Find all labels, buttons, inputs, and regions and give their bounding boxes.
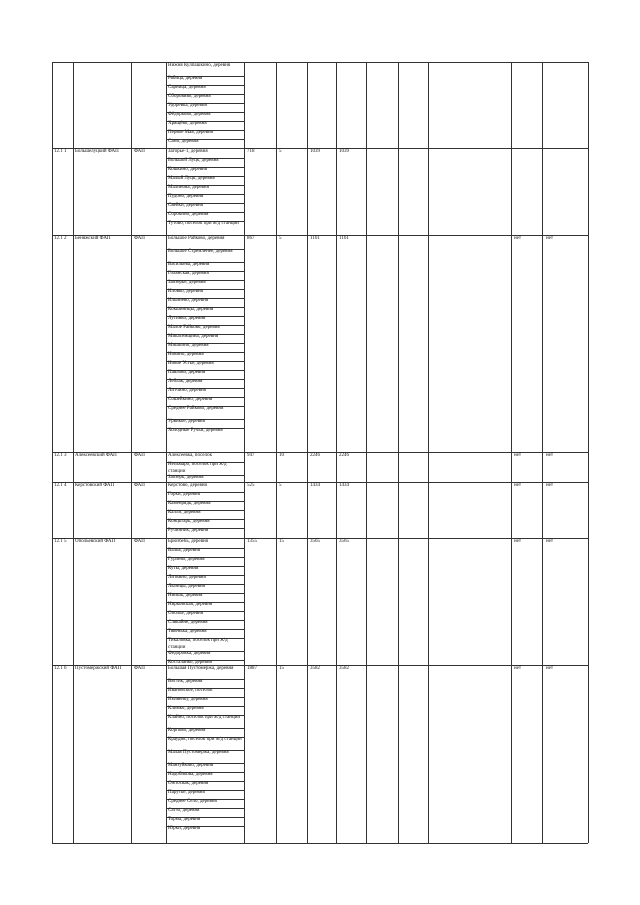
population-value: 867: [247, 236, 255, 241]
locality-cell: Валья, деревня: [168, 548, 200, 553]
population-value: 1355: [247, 539, 257, 544]
locality-cell: Пудоно, деревня: [168, 194, 204, 199]
table-rule: [52, 62, 588, 63]
facility-name: Керстовский ФАП: [75, 483, 115, 488]
locality-cell: Имзяенку, деревня: [168, 697, 208, 702]
flag-value-1: нет: [514, 453, 522, 458]
locality-cell: Слякайне, деревня: [168, 620, 208, 625]
locality-cell: Само, деревня: [168, 139, 199, 144]
row-number: 12.1 2: [54, 236, 67, 241]
locality-cell: Сошейкино, деревня: [168, 397, 213, 402]
table-rule: [52, 538, 588, 539]
locality-cell: Лыэицы, деревня: [168, 584, 205, 589]
locality-cell: Манзуйково, деревня: [168, 763, 214, 768]
locality-cell: Керстово, деревня: [168, 483, 207, 488]
locality-cell: Ивановское, поселок: [168, 688, 213, 693]
locality-cell: Большая Пустомержа, деревня: [168, 666, 234, 671]
locality-cell: Первое Мая, деревня: [168, 130, 213, 135]
staff-value: 5: [279, 149, 282, 154]
locality-cell: Заозерье, деревня: [168, 280, 206, 285]
table-rule: [52, 665, 588, 666]
total-value: 3565: [339, 539, 349, 544]
distance-value: 1161: [310, 236, 320, 241]
flag-value-2: нет: [546, 236, 554, 241]
staff-value: 15: [279, 666, 284, 671]
row-number: 12.1 5: [54, 539, 67, 544]
population-value: 1887: [247, 666, 257, 671]
locality-cell: Горки, деревня: [168, 492, 200, 497]
facility-type: ФАП: [134, 236, 145, 241]
table-rule: [52, 148, 588, 149]
locality-cell: Сборовиво, деревня: [168, 94, 211, 99]
locality-cell: Лутинко, деревня: [168, 316, 206, 321]
facility-type: ФАП: [134, 539, 145, 544]
locality-cell: Нижня Кулпашкино, деревня: [168, 63, 231, 68]
table-rule: [52, 452, 588, 453]
locality-cell: Калли, деревня: [168, 510, 201, 515]
locality-cell: Мишкино, деревня: [168, 343, 209, 348]
flag-value-2: нет: [546, 453, 554, 458]
flag-value-1: нет: [514, 666, 522, 671]
locality-cell: Тявенька, деревня: [168, 629, 207, 634]
flag-value-1: нет: [514, 483, 522, 488]
locality-cell: Ополье, деревня: [168, 611, 204, 616]
locality-cell: Микасемщина, деревня: [168, 334, 219, 339]
locality-cell: Корпово, деревня: [168, 728, 206, 733]
locality-cell: Новое Устье, деревня: [168, 361, 214, 366]
locality-cell: Краудик, поселок при ж/д станции: [168, 737, 242, 742]
locality-cell: Косталанко, деревня: [168, 660, 212, 665]
locality-cell: Сарница, деревня: [168, 85, 206, 90]
facility-name: Алексеевский ФАП: [75, 453, 117, 458]
locality-cell: Ильинево, деревня: [168, 298, 209, 303]
locality-cell: Ожтосвак, деревня: [168, 781, 209, 786]
locality-cell: Свейки, деревня: [168, 203, 203, 208]
flag-value-1: нет: [514, 236, 522, 241]
locality-cell: Малый Луцк, деревня: [168, 176, 215, 181]
locality-cell: Парутье, деревня: [168, 790, 205, 795]
locality-cell: Леблак, деревня: [168, 379, 203, 384]
table-rule: [52, 235, 588, 236]
facility-type: ФАП: [134, 666, 145, 671]
table-rule: [52, 482, 588, 483]
distance-value: 1039: [310, 149, 320, 154]
total-value: 1161: [339, 236, 349, 241]
locality-cell: Фёдорково, деревня: [168, 112, 211, 117]
population-value: 525: [247, 483, 255, 488]
locality-cell: Куты, деревня: [168, 566, 199, 571]
locality-cell: Вяттик, деревня: [168, 679, 203, 684]
locality-cell: Сорокино, деревня: [168, 212, 209, 217]
population-value: 947: [247, 453, 255, 458]
locality-cell: Литчино, деревня: [168, 388, 206, 393]
row-number: 12.1 1: [54, 149, 67, 154]
locality-cell: Кокшиницы, деревня: [168, 307, 214, 312]
flag-value-2: нет: [546, 483, 554, 488]
facility-name: Большелуцкий ФАП: [75, 149, 119, 154]
distance-value: 3582: [310, 666, 320, 671]
locality-cell: Урвикое, деревня: [168, 419, 205, 424]
facility-name: Беняжский ФАП: [75, 236, 111, 241]
locality-cell: Сатзо, деревня: [168, 808, 200, 813]
staff-value: 5: [279, 236, 282, 241]
locality-cell: Юрки, деревня: [168, 826, 201, 831]
total-value: 1434: [339, 483, 349, 488]
flag-value-2: нет: [546, 666, 554, 671]
locality-cell: Холодные Ручьи, деревня: [168, 428, 223, 433]
locality-cell: Большое Райково, деревня: [168, 236, 225, 241]
locality-cell: Голянская, деревня: [168, 271, 209, 276]
locality-cell: Малое Райково, деревня: [168, 325, 220, 330]
distance-value: 3565: [310, 539, 320, 544]
locality-cell: Большой Луцк, деревня: [168, 158, 219, 163]
locality-cell: Климко, деревня: [168, 706, 204, 711]
locality-cell: Васильева, деревня: [168, 262, 210, 267]
locality-cell: Иловко, деревня: [168, 289, 203, 294]
distance-value: 2246: [310, 453, 320, 458]
total-value: 2246: [339, 453, 349, 458]
locality-cell: Тутово, поселок при ж/д станции: [168, 221, 239, 226]
locality-cell: Нирковская, деревня: [168, 602, 213, 607]
locality-cell: Федоровка, деревня: [168, 651, 211, 656]
locality-cell: Малая Пустомержа, деревня: [168, 750, 229, 755]
locality-cell: Концьтарь, деревня: [168, 519, 210, 524]
staff-value: 15: [279, 539, 284, 544]
total-value: 1039: [339, 149, 349, 154]
locality-cell: Малинова, деревня: [168, 185, 209, 190]
locality-cell: Загорье-1, деревня: [168, 149, 208, 154]
locality-cell: Новино, деревня: [168, 352, 204, 357]
facility-type: ФАП: [134, 453, 145, 458]
facility-name: Опольевский ФАП: [75, 539, 116, 544]
locality-cell: Торма, деревня: [168, 817, 201, 822]
locality-cell: Литвино, деревня: [168, 575, 206, 580]
flag-value-2: нет: [546, 539, 554, 544]
row-number: 12.1 4: [54, 483, 67, 488]
locality-cell: Ручинник, деревня: [168, 528, 209, 533]
locality-cell: Павлово, деревня: [168, 370, 206, 375]
locality-cell: Непьмаро, поселок при ж/д станции: [168, 462, 227, 474]
locality-cell: Надобикова, деревня: [168, 772, 213, 777]
staff-value: 5: [279, 483, 282, 488]
locality-cell: Клайно, поселок при ж/д станции: [168, 715, 241, 720]
facility-name: Пустомержский ФАП: [75, 666, 122, 671]
row-number: 12.1 6: [54, 666, 67, 671]
locality-cell: Удоревка, деревня: [168, 103, 207, 108]
distance-value: 1434: [310, 483, 320, 488]
locality-cell: Алексеевка, поселок: [168, 453, 213, 458]
table-rule: [52, 843, 588, 844]
locality-cell: Заозерь, деревня: [168, 475, 204, 480]
locality-cell: Большое Стремленее, деревня: [168, 249, 233, 254]
column-rule: [588, 62, 589, 843]
flag-value-1: нет: [514, 539, 522, 544]
locality-cell: Хрящёво, деревня: [168, 121, 207, 126]
locality-cell: Тикаловка, поселок при ж/д станции: [168, 638, 228, 650]
locality-cell: Рябица, деревня: [168, 76, 203, 81]
locality-cell: Среднее Райково, деревня: [168, 406, 224, 411]
locality-cell: Гурлево, деревня: [168, 557, 205, 562]
facility-type: ФАП: [134, 483, 145, 488]
locality-cell: Кошкино, деревня: [168, 167, 208, 172]
locality-cell: Брюзбебь, деревня: [168, 539, 208, 544]
population-value: 718: [247, 149, 255, 154]
locality-cell: Каменрядь, деревня: [168, 501, 211, 506]
total-value: 3582: [339, 666, 349, 671]
locality-cell: Ниишь, деревня: [168, 593, 203, 598]
locality-cell: Среднее Село, деревня: [168, 799, 217, 804]
facility-type: ФАП: [134, 149, 145, 154]
row-number: 12.1 3: [54, 453, 67, 458]
staff-value: 10: [279, 453, 284, 458]
